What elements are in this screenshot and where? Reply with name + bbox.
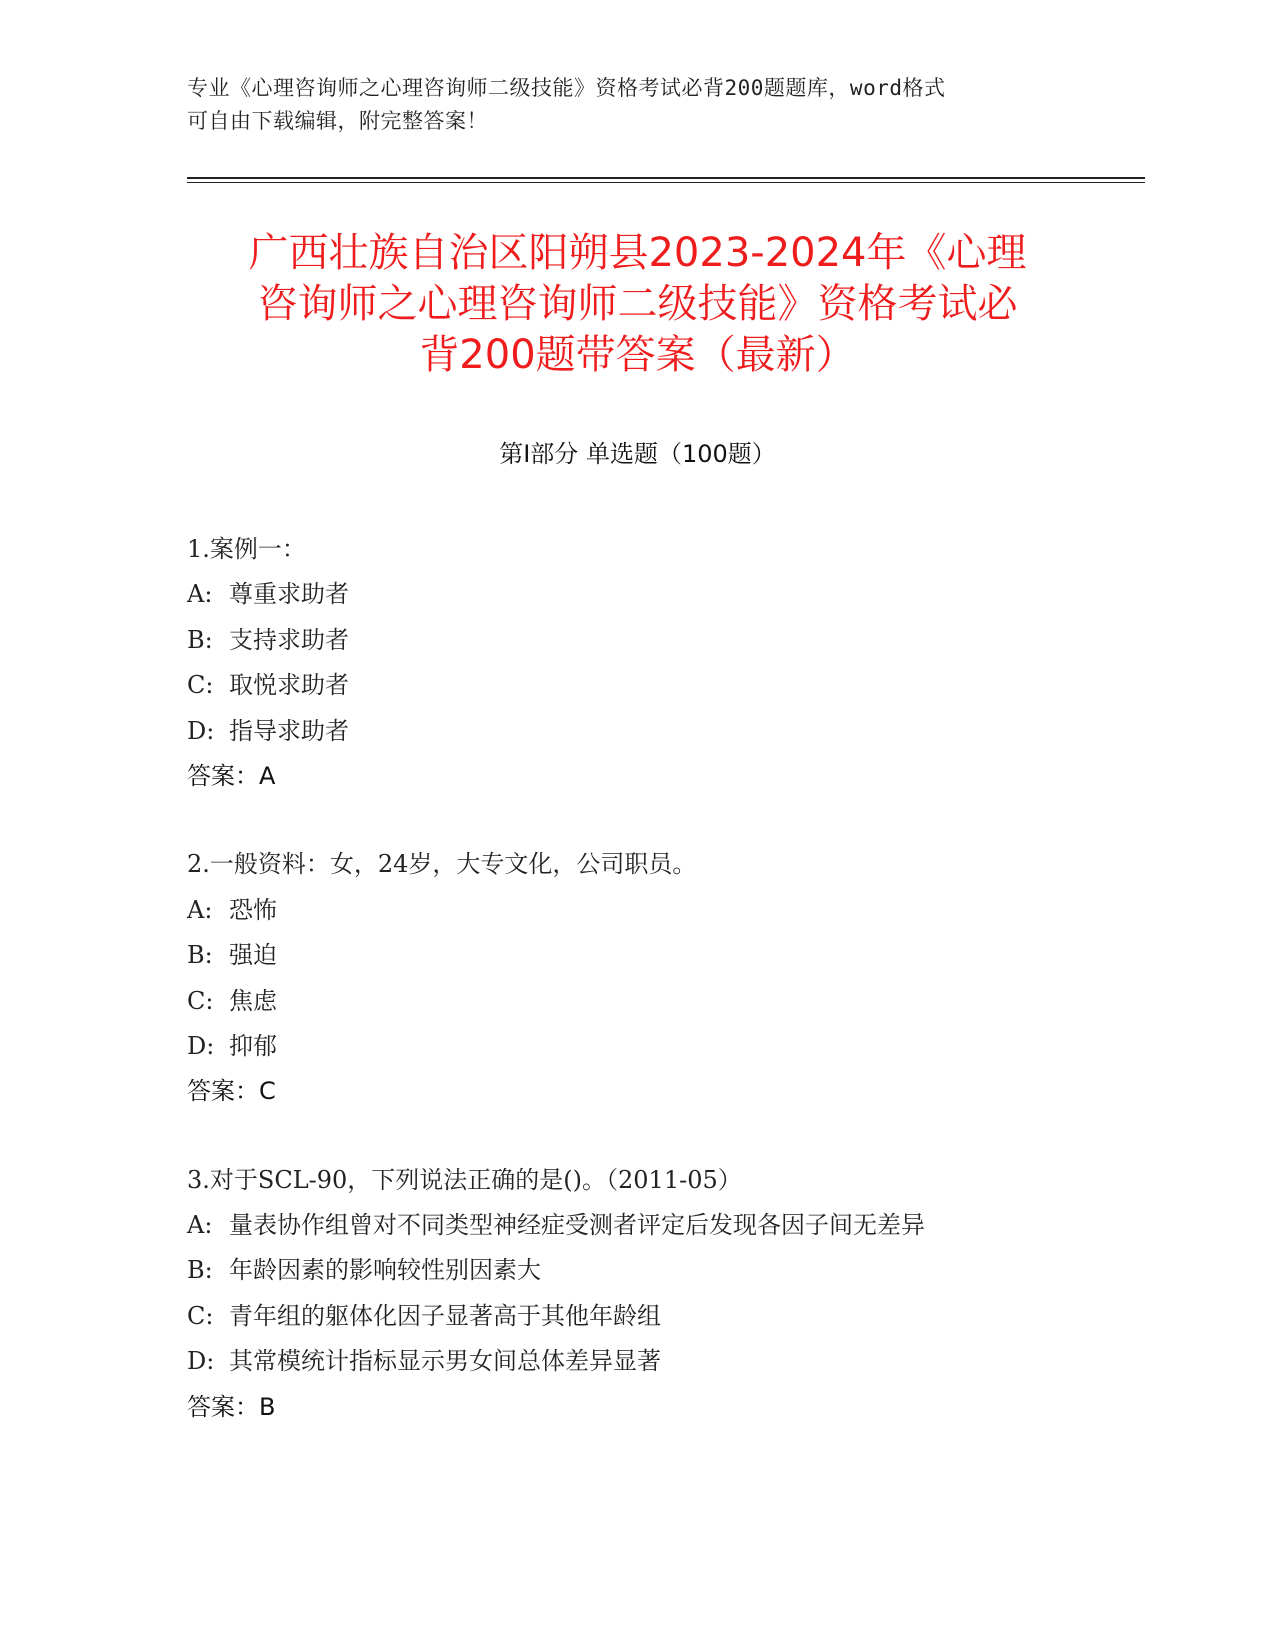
option-letter: B: (187, 625, 213, 654)
option-letter: A: (187, 1211, 213, 1240)
question-2 (187, 842, 1087, 1114)
option-c (187, 1294, 1087, 1339)
option-letter: B: (187, 1256, 213, 1285)
option-a (187, 572, 1087, 617)
option-c (187, 979, 1087, 1024)
option-b (187, 1248, 1087, 1293)
option-text: 支持求助者 (229, 625, 349, 654)
option-letter: A: (187, 895, 213, 924)
option-letter: D: (187, 1347, 215, 1376)
option-letter: D: (187, 1031, 215, 1060)
option-letter: C: (187, 1301, 214, 1330)
option-text: 指导求助者 (229, 716, 349, 745)
document-title-line-1: 广西壮族自治区阳朔县2023-2024年《心理 (248, 230, 1027, 276)
option-letter: A: (187, 580, 213, 609)
answer-label: 答案：B (187, 1392, 276, 1421)
option-letter: C: (187, 986, 214, 1015)
header-note (187, 72, 1067, 138)
option-c (187, 663, 1087, 708)
answer-label: 答案：C (187, 1077, 276, 1106)
option-text: 恐怖 (229, 895, 277, 924)
header-rule-thin (187, 182, 1145, 183)
question-1 (187, 527, 1087, 799)
option-text: 尊重求助者 (229, 580, 349, 609)
option-a (187, 1203, 1087, 1248)
question-stem: 1.案例一： (187, 535, 306, 563)
option-text: 年龄因素的影响较性别因素大 (229, 1256, 541, 1285)
option-text: 抑郁 (229, 1031, 277, 1060)
option-letter: D: (187, 716, 215, 745)
option-d (187, 1024, 1087, 1069)
question-3 (187, 1158, 1087, 1430)
option-letter: B: (187, 941, 213, 970)
document-title (170, 228, 1105, 381)
option-b (187, 618, 1087, 663)
question-stem: 3.对于SCL-90，下列说法正确的是()。（2011-05） (187, 1165, 742, 1194)
option-b (187, 933, 1087, 978)
option-d (187, 709, 1087, 754)
option-text: 其常模统计指标显示男女间总体差异显著 (229, 1347, 661, 1376)
option-text: 强迫 (229, 941, 277, 970)
option-a (187, 888, 1087, 933)
option-text: 量表协作组曾对不同类型神经症受测者评定后发现各因子间无差异 (229, 1211, 925, 1240)
document-title-line-3: 背200题带答案（最新） (419, 332, 856, 378)
option-letter: C: (187, 671, 214, 700)
header-note-line-2: 可自由下载编辑，附完整答案！ (187, 109, 488, 133)
option-text: 焦虑 (229, 986, 277, 1015)
header-note-line-1: 专业《心理咨询师之心理咨询师二级技能》资格考试必背200题题库，word格式 (187, 76, 946, 100)
header-rule-thick (187, 177, 1145, 179)
option-text: 青年组的躯体化因子显著高于其他年龄组 (229, 1301, 661, 1330)
option-text: 取悦求助者 (229, 671, 349, 700)
answer-label: 答案：A (187, 761, 276, 790)
option-d (187, 1339, 1087, 1384)
question-stem: 2.一般资料：女，24岁，大专文化，公司职员。 (187, 850, 697, 879)
document-title-line-2: 咨询师之心理咨询师二级技能》资格考试必 (257, 281, 1018, 327)
section-title: 第Ⅰ部分 单选题（100题） (499, 440, 776, 468)
question-list (187, 527, 1087, 1473)
